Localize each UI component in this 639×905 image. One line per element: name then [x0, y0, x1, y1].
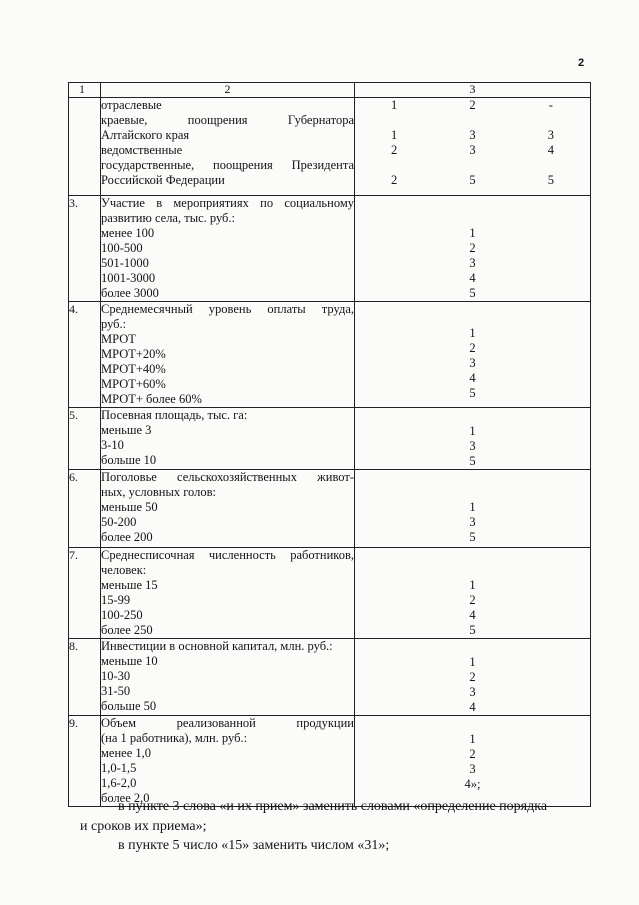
- table-row: [69, 196, 591, 302]
- score-value: -: [548, 98, 553, 112]
- score-value: 2: [469, 593, 476, 607]
- score-value: 2: [469, 341, 476, 355]
- score-value: 4: [469, 608, 476, 622]
- row-number: [69, 98, 101, 196]
- score-value: [355, 113, 433, 128]
- score-value: 2: [391, 143, 398, 157]
- score-cell: [355, 548, 591, 639]
- score-value: 1: [469, 500, 476, 514]
- criterion-heading: Среднемесячный уровень оплаты труда,: [101, 302, 354, 316]
- score-value: 1: [391, 98, 398, 112]
- score-value: 5: [469, 530, 476, 544]
- criterion-option: 15-99: [101, 593, 131, 607]
- row-number: 9.: [69, 716, 101, 807]
- score-value: 5: [469, 623, 476, 637]
- score-value: 1: [469, 578, 476, 592]
- table-row: [69, 470, 591, 548]
- criterion-heading: Посевная площадь, тыс. га:: [101, 408, 248, 422]
- table-row: [69, 639, 591, 716]
- criterion-heading: ных, условных голов:: [101, 485, 217, 499]
- criterion-description: [101, 302, 355, 408]
- criterion-heading: развитию села, тыс. руб.:: [101, 211, 236, 225]
- score-value: 2: [469, 747, 476, 761]
- score-value: 3: [469, 356, 476, 370]
- row-number: 5.: [69, 408, 101, 470]
- score-value: 3: [469, 515, 476, 529]
- criterion-option: более 2,0: [101, 791, 150, 805]
- amendment-paragraph: в пункте 3 слова «и их прием» заменить словами «определение порядка: [118, 799, 548, 814]
- score-cell: [355, 302, 591, 408]
- score-value: [512, 113, 590, 128]
- criterion-heading: Среднесписочная численность работников,: [101, 548, 354, 562]
- criteria-table: [68, 82, 591, 807]
- criterion-option: 1,6-2,0: [101, 776, 137, 790]
- criterion-option: 100-250: [101, 608, 143, 622]
- criterion-option: МРОТ+60%: [101, 377, 166, 391]
- criterion-heading: Поголовье сельскохозяйственных живот-: [101, 470, 354, 484]
- score-value: 1: [469, 655, 476, 669]
- award-level-label: государственные, поощрения Президента: [101, 158, 354, 172]
- award-level-label: ведомственные: [101, 143, 183, 157]
- table-row: [69, 716, 591, 807]
- criterion-option: 50-200: [101, 515, 137, 529]
- row-number: 7.: [69, 548, 101, 639]
- score-value: 1: [469, 732, 476, 746]
- criterion-description: [101, 548, 355, 639]
- criterion-option: менее 100: [101, 226, 155, 240]
- score-value: [512, 158, 590, 173]
- criterion-option: МРОТ+ более 60%: [101, 392, 202, 406]
- score-value: [433, 158, 511, 173]
- award-level-label: Российской Федерации: [101, 173, 225, 187]
- row-number: 4.: [69, 302, 101, 408]
- criterion-description: [101, 639, 355, 716]
- score-value: 3: [469, 685, 476, 699]
- criterion-option: меньше 15: [101, 578, 158, 592]
- column-header: 2: [101, 83, 355, 98]
- criterion-description: [101, 408, 355, 470]
- criterion-heading: (на 1 работника), млн. руб.:: [101, 731, 248, 745]
- score-cell: [355, 408, 591, 470]
- score-value: 3: [469, 256, 476, 270]
- row-number: 6.: [69, 470, 101, 548]
- column-header: 3: [355, 83, 591, 98]
- table-header-row: [69, 83, 591, 98]
- score-subcolumn: [433, 98, 511, 188]
- score-value: 5: [547, 173, 554, 187]
- criterion-option: более 250: [101, 623, 153, 637]
- award-level-label: Алтайского края: [101, 128, 190, 142]
- score-value: 4: [469, 271, 476, 285]
- score-cell: [355, 716, 591, 807]
- score-value: 2: [469, 670, 476, 684]
- page-number: 2: [578, 57, 585, 69]
- score-value: 1: [469, 226, 476, 240]
- score-value: 4»;: [464, 777, 481, 791]
- score-value: 4: [547, 143, 554, 157]
- award-level-label: отраслевые: [101, 98, 162, 112]
- criterion-option: меньше 10: [101, 654, 158, 668]
- score-cell: [355, 98, 591, 196]
- score-value: 5: [469, 386, 476, 400]
- criterion-option: больше 10: [101, 453, 157, 467]
- score-value: 3: [547, 128, 554, 142]
- criterion-option: 10-30: [101, 669, 131, 683]
- row-number: 3.: [69, 196, 101, 302]
- criterion-description: [101, 98, 355, 196]
- criterion-option: 3-10: [101, 438, 124, 452]
- criterion-heading: Участие в мероприятиях по социальному: [101, 196, 354, 210]
- amendment-paragraph: в пункте 5 число «15» заменить числом «31»;: [118, 838, 390, 853]
- score-value: 2: [469, 241, 476, 255]
- score-value: 5: [469, 454, 476, 468]
- score-value: 1: [391, 128, 398, 142]
- criterion-option: больше 50: [101, 699, 157, 713]
- score-value: 2: [469, 98, 476, 112]
- table-row: [69, 408, 591, 470]
- score-value: 1: [469, 326, 476, 340]
- score-value: 3: [469, 128, 476, 142]
- criterion-option: более 3000: [101, 286, 159, 300]
- row-number: 8.: [69, 639, 101, 716]
- score-value: 3: [469, 762, 476, 776]
- score-value: 2: [391, 173, 398, 187]
- criterion-heading: Объем реализованной продукции: [101, 716, 354, 730]
- table-row: [69, 98, 591, 196]
- criterion-option: более 200: [101, 530, 153, 544]
- award-level-label: краевые, поощрения Губернатора: [101, 113, 354, 127]
- criterion-description: [101, 196, 355, 302]
- score-value: 3: [469, 439, 476, 453]
- score-value: 5: [469, 173, 476, 187]
- criterion-option: МРОТ+20%: [101, 347, 166, 361]
- score-subcolumn: [512, 98, 590, 188]
- score-value: 4: [469, 371, 476, 385]
- amendment-paragraph-continuation: и сроков их приема»;: [80, 819, 207, 834]
- criterion-option: 31-50: [101, 684, 131, 698]
- criterion-option: менее 1,0: [101, 746, 151, 760]
- criterion-option: меньше 3: [101, 423, 152, 437]
- criterion-option: МРОТ: [101, 332, 136, 346]
- score-cell: [355, 470, 591, 548]
- criterion-option: МРОТ+40%: [101, 362, 166, 376]
- score-subcolumn: [355, 98, 433, 188]
- column-header: 1: [69, 83, 101, 98]
- score-cell: [355, 196, 591, 302]
- criterion-option: 100-500: [101, 241, 143, 255]
- score-value: 4: [469, 700, 476, 714]
- table-row: [69, 548, 591, 639]
- score-value: 1: [469, 424, 476, 438]
- criterion-heading: человек:: [101, 563, 147, 577]
- table-row: [69, 302, 591, 408]
- score-value: [433, 113, 511, 128]
- score-cell: [355, 639, 591, 716]
- score-value: 3: [469, 143, 476, 157]
- criterion-option: 1001-3000: [101, 271, 156, 285]
- criterion-description: [101, 716, 355, 807]
- criterion-option: 501-1000: [101, 256, 149, 270]
- criterion-heading: Инвестиции в основной капитал, млн. руб.:: [101, 639, 333, 653]
- score-value: [355, 158, 433, 173]
- criterion-option: 1,0-1,5: [101, 761, 137, 775]
- score-value: 5: [469, 286, 476, 300]
- criterion-option: меньше 50: [101, 500, 158, 514]
- criterion-heading: руб.:: [101, 317, 127, 331]
- criterion-description: [101, 470, 355, 548]
